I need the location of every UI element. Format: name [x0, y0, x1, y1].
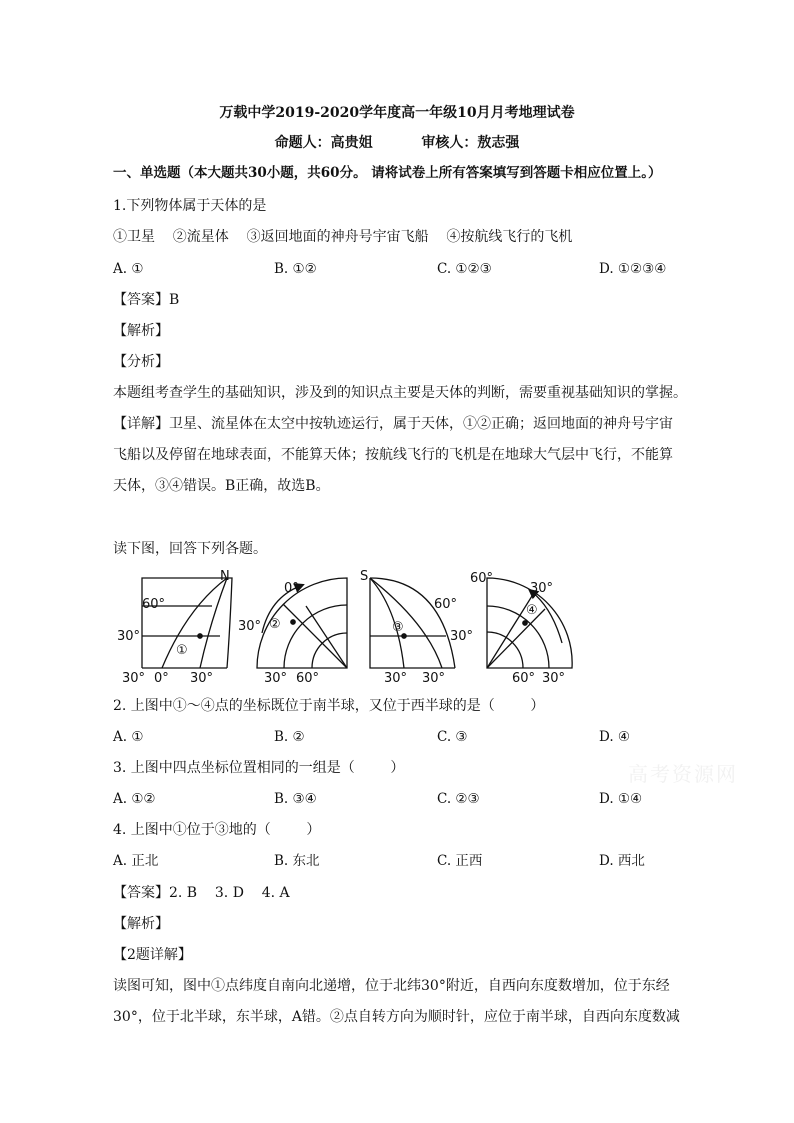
q3-option-a: A. ①②: [113, 791, 156, 807]
d1-lat60-label: 60°: [142, 597, 166, 612]
q1-stem: 1.下列物体属于天体的是: [113, 198, 267, 214]
d2-top-label: 0°: [284, 581, 299, 596]
q1-fenxi-label: 【分析】: [113, 354, 169, 370]
group-intro: 读下图，回答下列各题。: [113, 541, 267, 557]
q1-option-b: B. ①②: [274, 261, 317, 277]
q4-option-d: D. 西北: [599, 853, 645, 869]
q2-stem: 2. 上图中①～④点的坐标既位于南半球，又位于西半球的是（ ）: [113, 698, 545, 714]
q2-detail-label: 【2题详解】: [113, 947, 192, 963]
q1-detail-line-1: 【详解】卫星、流星体在太空中按轨迹运行，属于天体，①②正确；返回地面的神舟号宇宙: [113, 416, 673, 432]
answers-analysis-label: 【解析】: [113, 916, 169, 932]
d1-lon-mid-label: 0°: [154, 671, 169, 686]
d3-lat30-label: 30°: [450, 629, 474, 644]
q1-analysis-label: 【解析】: [113, 323, 169, 339]
d1-pole-label: N: [220, 569, 230, 584]
d1-lon-left-label: 30°: [122, 671, 146, 686]
d3-point-label: ③: [392, 620, 404, 635]
q2-detail-line-1: 读图可知，图中①点纬度自南向北递增，位于北纬30°附近，自西向东度数增加，位于东经: [113, 978, 670, 994]
q3-option-d: D. ①④: [599, 791, 643, 807]
q3-option-c: C. ②③: [437, 791, 480, 807]
q3-stem: 3. 上图中四点坐标位置相同的一组是（ ）: [113, 760, 405, 776]
q1-option-d: D. ①②③④: [599, 261, 667, 277]
d4-bot2-label: 30°: [542, 671, 566, 686]
d3-lat60-label: 60°: [434, 597, 458, 612]
q1-option-a: A. ①: [113, 261, 144, 277]
q4-option-a: A. 正北: [113, 853, 159, 869]
q4-option-b: B. 东北: [274, 853, 320, 869]
coordinate-diagrams: [112, 568, 582, 688]
section-heading: 一、单选题（本大题共30小题，共60分。 请将试卷上所有答案填写到答题卡相应位置上。）: [113, 165, 662, 181]
d4-top-label: 30°: [530, 581, 554, 596]
watermark: 高考资源网: [628, 762, 738, 786]
q1-detail-line-3: 天体，③④错误。B正确，故选B。: [113, 478, 330, 494]
d2-left-label: 30°: [238, 619, 262, 634]
d1-point-label: ①: [176, 643, 188, 658]
answers-2-4: 【答案】2. B 3. D 4. A: [113, 885, 290, 901]
q1-answer: 【答案】B: [113, 292, 180, 308]
d2-bot2-label: 60°: [296, 671, 320, 686]
exam-title: 万载中学2019-2020学年度高一年级10月月考地理试卷: [219, 105, 575, 121]
d3-lon-right-label: 30°: [422, 671, 446, 686]
q2-option-d: D. ④: [599, 729, 631, 745]
d3-lon-left-label: 30°: [384, 671, 408, 686]
d1-lon-right-label: 30°: [190, 671, 214, 686]
exam-authors: 命题人：高贵姐 审核人：敖志强: [274, 135, 520, 151]
q2-option-b: B. ②: [274, 729, 305, 745]
q3-option-b: B. ③④: [274, 791, 317, 807]
d2-point-label: ②: [269, 617, 281, 632]
d4-point-label: ④: [526, 603, 538, 618]
coordinate-diagrams-svg: [112, 568, 582, 688]
q2-option-a: A. ①: [113, 729, 144, 745]
d2-bot1-label: 30°: [264, 671, 288, 686]
q4-option-c: C. 正西: [437, 853, 483, 869]
diagram-3: [370, 578, 458, 668]
q4-stem: 4. 上图中①位于③地的（ ）: [113, 822, 321, 838]
d3-pole-label: S: [360, 569, 369, 584]
q1-items: ①卫星 ②流星体 ③返回地面的神舟号宇宙飞船 ④按航线飞行的飞机: [113, 229, 573, 245]
q1-option-c: C. ①②③: [437, 261, 492, 277]
q2-detail-line-2: 30°，位于北半球，东半球，A错。②点自转方向为顺时针，应位于南半球，自西向东度数减: [113, 1009, 680, 1025]
d1-lat30-label: 30°: [117, 629, 141, 644]
q1-detail-line-2: 飞船以及停留在地球表面，不能算天体；按航线飞行的飞机是在地球大气层中飞行，不能算: [113, 447, 673, 463]
q2-option-c: C. ③: [437, 729, 468, 745]
d4-top-left-label: 60°: [470, 571, 494, 586]
q1-fenxi-text: 本题组考查学生的基础知识，涉及到的知识点主要是天体的判断，需要重视基础知识的掌握。: [113, 385, 687, 401]
d4-bot1-label: 60°: [512, 671, 536, 686]
